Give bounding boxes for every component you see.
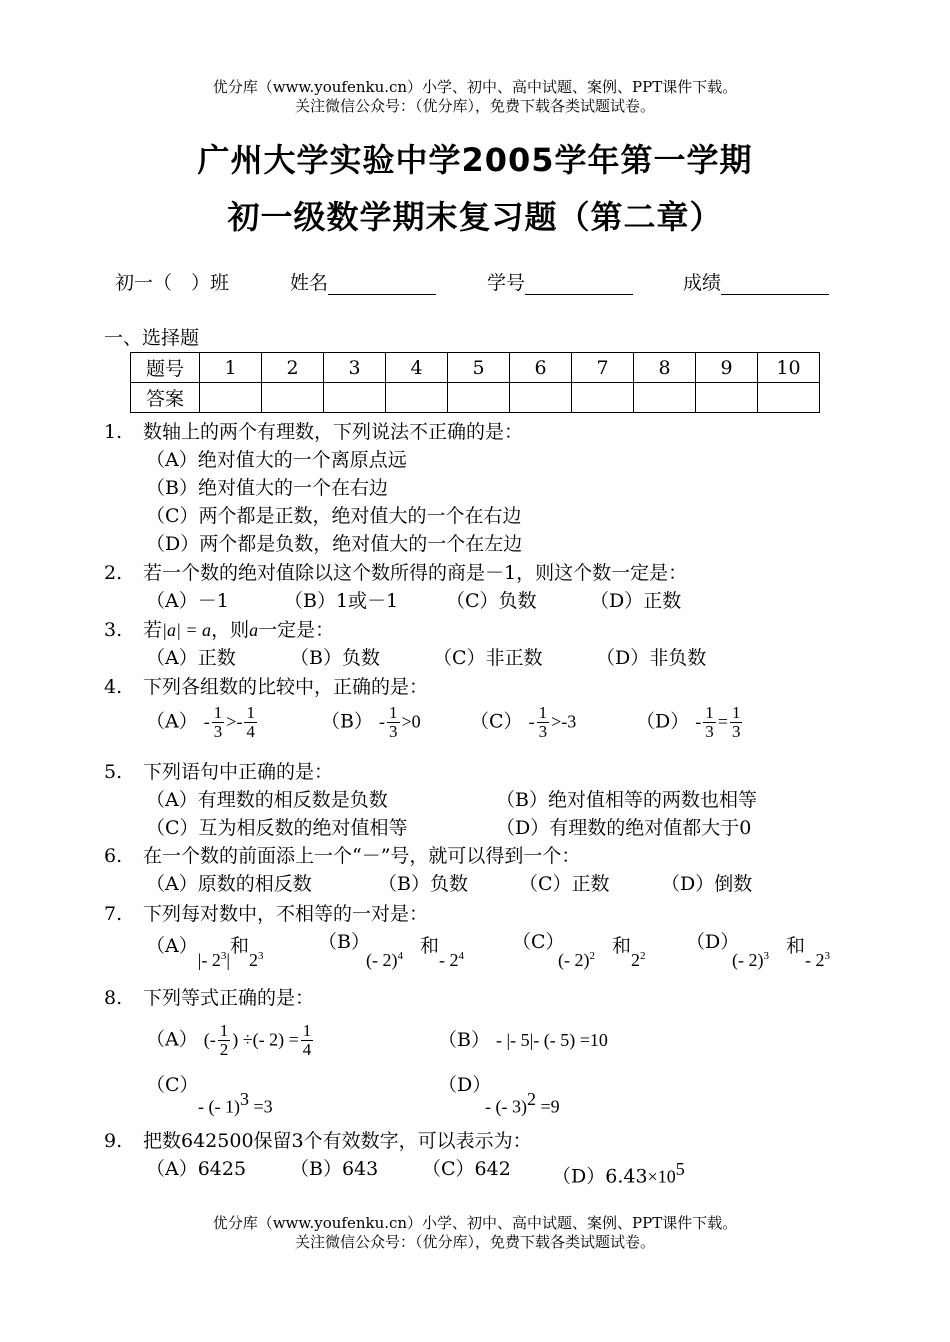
- fraction: [537, 704, 550, 741]
- expr-c: - (- 1): [198, 1096, 240, 1117]
- fraction-denominator: 2: [219, 1040, 229, 1059]
- fraction-numerator: 1: [213, 703, 223, 722]
- question-9-option-d: [552, 1155, 685, 1190]
- question-2-option-d: （D）正数: [590, 590, 682, 612]
- gt-sign: >: [551, 711, 562, 732]
- question-1-text: 数轴上的两个有理数，下列说法不正确的是：: [143, 421, 524, 443]
- expr-b: - |- 5|- (- 5) =10: [496, 1030, 608, 1050]
- exponent: 3: [763, 950, 769, 962]
- abs-bar: |: [226, 950, 230, 970]
- question-3-option-d: （D）非负数: [596, 647, 707, 669]
- table-label-number: 题号: [131, 353, 200, 383]
- expr-text: (- 2): [732, 950, 764, 970]
- question-8-option-b: [438, 1026, 608, 1054]
- answer-table: [130, 352, 820, 413]
- table-label-answer: 答案: [131, 383, 200, 413]
- and-text: 和: [229, 935, 249, 957]
- table-cell-number: 8: [634, 353, 696, 383]
- zero: 0: [411, 711, 421, 732]
- question-7-option-d-rest: [786, 928, 831, 970]
- question-5-option-d: （D）有理数的绝对值都大于0: [496, 817, 752, 839]
- three: 3: [567, 711, 577, 732]
- answer-cell[interactable]: [696, 383, 758, 413]
- expr-a-mid: ) ÷(- 2) =: [232, 1029, 299, 1050]
- expr-c2: [631, 950, 646, 970]
- question-4-option-d: [636, 704, 744, 741]
- question-3-post: 一定是：: [258, 619, 335, 641]
- question-3-option-a: （A）正数: [146, 647, 236, 669]
- footer-line-2: 关注微信公众号：（优分库），免费下载各类试题试卷。: [294, 1233, 655, 1251]
- fraction-numerator: 1: [705, 703, 714, 722]
- question-1-option-d: （D）两个都是负数，绝对值大的一个在左边: [146, 533, 523, 555]
- expr-d1: [732, 950, 769, 970]
- page-title-line-1: 广州大学实验中学2005学年第一学期: [197, 141, 753, 179]
- question-2-option-c: （C）负数: [446, 590, 537, 612]
- question-3-mid: ，则: [211, 619, 250, 641]
- gt-sign: >: [401, 711, 412, 732]
- fraction: [301, 1022, 314, 1059]
- table-cell-number: 7: [572, 353, 634, 383]
- expr-b1: [366, 950, 403, 970]
- fraction-numerator: 1: [731, 703, 741, 722]
- question-5-text: 下列语句中正确的是：: [143, 761, 334, 783]
- answer-cell[interactable]: [386, 383, 448, 413]
- expr-c-post: =3: [248, 1096, 273, 1117]
- table-cell-number: 10: [758, 353, 820, 383]
- question-8-option-a: [146, 1022, 315, 1059]
- exponent: 4: [397, 950, 403, 962]
- question-5-option-b: （B）绝对值相等的两数也相等: [496, 789, 757, 811]
- section-heading: 一、选择题: [104, 327, 200, 349]
- question-4-option-b: [321, 704, 421, 741]
- question-8-number: 8.: [104, 987, 123, 1009]
- question-8-text: 下列等式正确的是：: [143, 987, 315, 1009]
- fraction: [703, 704, 716, 741]
- question-4-option-c: [470, 704, 576, 741]
- eq-sign: =: [717, 711, 728, 732]
- fraction: [212, 704, 225, 741]
- page-title-line-2: 初一级数学期末复习题（第二章）: [227, 198, 723, 236]
- answer-cell[interactable]: [448, 383, 510, 413]
- fraction-numerator: 1: [538, 703, 548, 722]
- fraction-denominator: 4: [246, 722, 255, 741]
- table-cell-number: 6: [510, 353, 572, 383]
- exponent: 3: [220, 950, 227, 962]
- question-1-number: 1.: [104, 421, 123, 443]
- neg-sign: -: [561, 711, 568, 732]
- answer-cell[interactable]: [572, 383, 634, 413]
- expr-d-post: =9: [535, 1096, 560, 1117]
- question-6-text: 在一个数的前面添上一个“－”号，就可以得到一个：: [143, 845, 581, 867]
- question-9-number: 9.: [104, 1130, 123, 1152]
- fraction-numerator: 1: [219, 1021, 229, 1040]
- option-label: （B）: [318, 931, 370, 953]
- answer-cell[interactable]: [324, 383, 386, 413]
- question-4-option-a: [146, 704, 259, 741]
- question-6-option-b: （B）负数: [378, 873, 468, 895]
- number-blank[interactable]: [525, 276, 633, 295]
- question-3-text: [143, 616, 334, 644]
- and-text: 和: [420, 935, 440, 957]
- exponent: 2: [526, 1089, 536, 1109]
- expr-text: (- 2): [366, 950, 398, 970]
- score-label: 成绩: [683, 272, 722, 294]
- expr-text: (- 2): [558, 950, 590, 970]
- table-row-answers: [131, 383, 820, 413]
- table-cell-number: 2: [262, 353, 324, 383]
- expr-b2: [439, 950, 464, 970]
- question-7-option-d: [686, 928, 769, 988]
- gt-sign: >: [226, 711, 237, 732]
- question-9-text: 把数642500保留3个有效数字，可以表示为：: [143, 1130, 532, 1152]
- neg-sign: -: [528, 711, 535, 732]
- name-field: [290, 268, 436, 295]
- question-3-number: 3.: [104, 619, 123, 641]
- question-2-number: 2.: [104, 562, 123, 584]
- expr-a2: [249, 950, 264, 970]
- answer-cell[interactable]: [758, 383, 820, 413]
- option-label: （D）6.43: [552, 1165, 648, 1188]
- header-line-2: 关注微信公众号：（优分库），免费下载各类试题试卷。: [294, 97, 655, 115]
- option-label: （A）: [146, 1028, 198, 1051]
- class-field: 初一（ ）班: [115, 272, 230, 294]
- option-label: （A）: [146, 935, 198, 957]
- question-7-option-b: [318, 928, 403, 988]
- fraction: [244, 704, 257, 741]
- exponent: 3: [257, 950, 264, 962]
- option-label: （A）: [146, 710, 198, 733]
- fraction: [218, 1022, 231, 1059]
- question-9-option-c: （C）642: [422, 1158, 511, 1180]
- exponent: 3: [824, 950, 831, 962]
- option-label: （C）: [512, 931, 565, 953]
- exponent: 5: [675, 1159, 685, 1179]
- fraction-numerator: 1: [389, 703, 398, 722]
- fraction-denominator: 4: [302, 1040, 312, 1059]
- option-label: （C）: [470, 710, 523, 733]
- answer-cell[interactable]: [200, 383, 262, 413]
- question-6-option-c: （C）正数: [519, 873, 610, 895]
- exponent: 2: [640, 950, 646, 962]
- neg-sign: -: [236, 711, 243, 732]
- sci-times: ×10: [647, 1166, 676, 1187]
- option-label: （B）: [321, 710, 373, 733]
- fraction-denominator: 3: [389, 722, 398, 741]
- fraction-denominator: 3: [213, 722, 223, 741]
- neg-sign: -: [203, 711, 210, 732]
- expr-d2: [805, 950, 830, 970]
- question-6-number: 6.: [104, 845, 123, 867]
- expr-text: - 2: [805, 950, 825, 970]
- question-7-option-c-rest: [612, 928, 646, 970]
- table-cell-number: 4: [386, 353, 448, 383]
- question-7-option-c: [512, 928, 595, 988]
- exponent: 4: [458, 950, 465, 962]
- footer-line-1: 优分库（www.youfenku.cn）小学、初中、高中试题、案例、PPT课件下载。: [212, 1214, 738, 1232]
- table-cell-number: 9: [696, 353, 758, 383]
- fraction-denominator: 3: [538, 722, 548, 741]
- answer-cell[interactable]: [262, 383, 324, 413]
- question-4-number: 4.: [104, 676, 123, 698]
- neg-sign: -: [379, 711, 386, 732]
- expr-text: |- 2: [197, 950, 221, 970]
- question-6-option-d: （D）倒数: [661, 873, 753, 895]
- question-3-expression: |a| = a: [162, 620, 212, 640]
- question-2-option-a: （A）－1: [146, 590, 229, 612]
- question-8-option-d-expr: [485, 1085, 560, 1120]
- question-3-variable: a: [249, 620, 259, 640]
- score-blank[interactable]: [721, 276, 829, 295]
- expr-d: - (- 3): [485, 1096, 527, 1117]
- neg-sign: -: [695, 711, 702, 732]
- name-label: 姓名: [290, 272, 329, 294]
- question-8-option-c-expr: [198, 1085, 273, 1120]
- fraction-numerator: 1: [246, 703, 255, 722]
- question-3-option-c: （C）非正数: [433, 647, 543, 669]
- header-line-1: 优分库（www.youfenku.cn）小学、初中、高中试题、案例、PPT课件下载。: [212, 78, 738, 96]
- expr-c1: [558, 950, 595, 970]
- question-5-option-a: （A）有理数的相反数是负数: [146, 789, 388, 811]
- question-3-pre: 若: [143, 619, 163, 641]
- question-4-text: 下列各组数的比较中，正确的是：: [143, 676, 429, 698]
- fraction: [730, 704, 743, 741]
- score-field: [683, 268, 829, 295]
- question-9-option-a: （A）6425: [146, 1158, 247, 1180]
- expr-text: - 2: [439, 950, 459, 970]
- question-9-option-b: （B）643: [290, 1158, 379, 1180]
- expr-text: 2: [631, 950, 641, 970]
- question-7-text: 下列每对数中，不相等的一对是：: [143, 903, 429, 925]
- option-label: （B）: [438, 1029, 490, 1051]
- exponent: 3: [239, 1089, 249, 1109]
- and-text: 和: [786, 935, 806, 957]
- answer-cell[interactable]: [510, 383, 572, 413]
- question-7-number: 7.: [104, 903, 123, 925]
- question-8-option-d-label: （D）: [438, 1074, 492, 1096]
- question-2-option-b: （B）1或－1: [284, 590, 399, 612]
- question-6-option-a: （A）原数的相反数: [146, 873, 312, 895]
- question-1-option-a: （A）绝对值大的一个离原点远: [146, 449, 407, 471]
- table-cell-number: 5: [448, 353, 510, 383]
- answer-cell[interactable]: [634, 383, 696, 413]
- exponent: 2: [589, 950, 595, 962]
- and-text: 和: [612, 935, 632, 957]
- option-label: （D）: [686, 931, 740, 953]
- number-label: 学号: [487, 272, 526, 294]
- fraction-numerator: 1: [302, 1021, 312, 1040]
- table-cell-number: 3: [324, 353, 386, 383]
- question-8-option-c-label: （C）: [146, 1074, 199, 1096]
- question-7-option-a: [146, 928, 264, 970]
- option-label: （D）: [636, 710, 690, 733]
- expr-a-pre: (-: [203, 1029, 216, 1050]
- question-1-option-c: （C）两个都是正数，绝对值大的一个在右边: [146, 505, 522, 527]
- number-field: [487, 268, 633, 295]
- table-row-numbers: [131, 353, 820, 383]
- fraction-denominator: 3: [731, 722, 741, 741]
- expr-text: 2: [248, 950, 258, 970]
- question-2-text: 若一个数的绝对值除以这个数所得的商是－1，则这个数一定是：: [143, 562, 688, 584]
- name-blank[interactable]: [328, 276, 436, 295]
- fraction: [387, 704, 400, 741]
- table-cell-number: 1: [200, 353, 262, 383]
- fraction-denominator: 3: [705, 722, 714, 741]
- question-5-option-c: （C）互为相反数的绝对值相等: [146, 817, 408, 839]
- question-7-option-b-rest: [420, 928, 465, 970]
- expr-a1: [198, 950, 230, 970]
- question-1-option-b: （B）绝对值大的一个在右边: [146, 477, 388, 499]
- question-3-option-b: （B）负数: [290, 647, 380, 669]
- question-5-number: 5.: [104, 761, 123, 783]
